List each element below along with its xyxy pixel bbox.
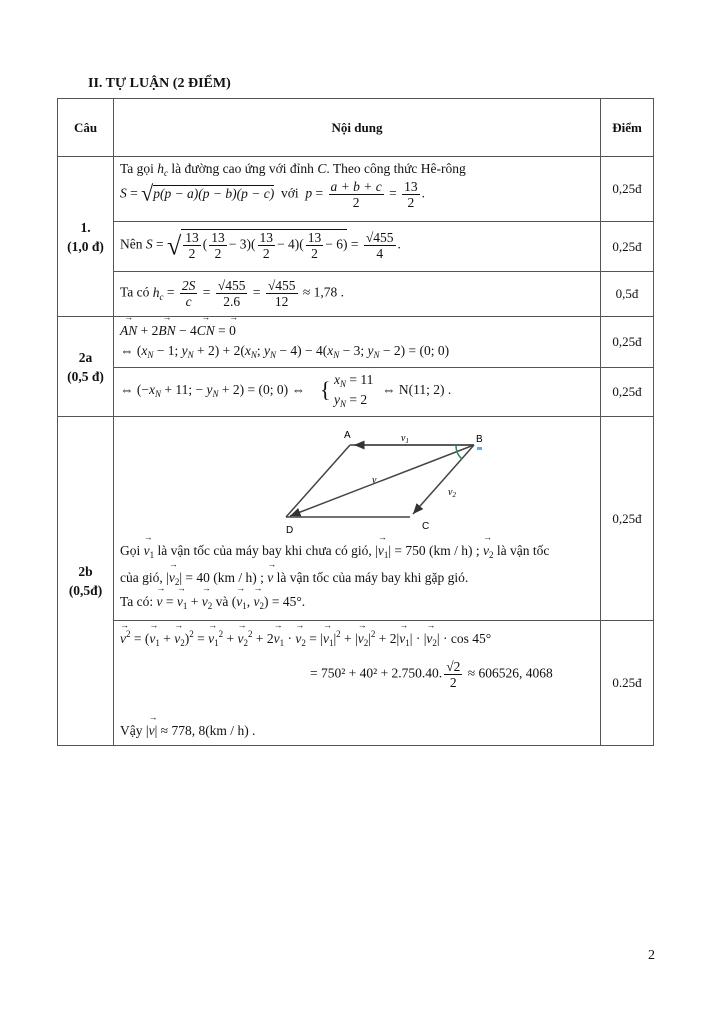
q1-row3-score: 0,5đ [601, 272, 654, 317]
q1-row2-score: 0,25đ [601, 222, 654, 272]
question-1-label: 1. (1,0 đ) [58, 157, 114, 317]
label-v1: $v_1$ [401, 433, 409, 445]
q2b-row2-content: → $v^2$ = (→ $v_1$ + → $v_2)^2$ = → $v_1^2$ + → $v_2^2 + 2\to v_1$ · → $v_2$ = |→ $v_1|^2$ + |→ $v_2|^2 + 2|\to v_1|$ · |→ $v_2| \cdot \cos 45^\circ$ = 750² + 40² + 2.750.40. $\frac{√2}{2}$ ≈ 606526, 4068 Vậy |→ v| ≈ 778, 8(km / h) . [114, 621, 601, 746]
q2b-row1-score: 0,25đ [601, 417, 654, 621]
label-a: A [344, 430, 351, 441]
heron-formula: S = √p(p − a)(p − b)(p − c) với p = $\frac{a + b + c}{2}$ = $\frac{13}{2}$ . [120, 179, 425, 210]
q2a-row2-content: ⇔ ($-x_N + 11$; − $y_N + 2) = (0$; 0) ⇔ { $x_N = 11$ $y_N = 2$ ⇔ N(11; 2) . [114, 368, 601, 417]
table-header-row [58, 99, 654, 157]
table-row [58, 368, 654, 417]
q2a-row2-score: 0,25đ [601, 368, 654, 417]
label-d: D [286, 525, 294, 536]
q2a-row1-content: → AN + 2→ BN − 4→ CN = → 0 ⇔ ($x_N - 1$; $y_N + 2) + 2(x_N$; $y_N - 4) - 4(x_N - 3$; $y_N - 2) = (0$; 0) [114, 317, 601, 368]
header-score: Điểm [601, 99, 654, 157]
point-b-marker [477, 447, 482, 450]
label-b: B [476, 434, 483, 445]
edge-ad [286, 445, 350, 517]
q1-row1-score: 0,25đ [601, 157, 654, 222]
label-v2: $v_2$ [448, 487, 456, 499]
label-c: C [422, 521, 430, 532]
table-row [58, 157, 654, 222]
angle-arc [456, 445, 462, 459]
table-row [58, 272, 654, 317]
table-row [58, 222, 654, 272]
header-question: Câu [58, 99, 114, 157]
section-title: II. TỰ LUẬN (2 ĐIỂM) [88, 76, 231, 91]
page-number: 2 [648, 948, 655, 963]
table-row [58, 317, 654, 368]
question-2b-label: 2b (0,5đ) [58, 417, 114, 746]
label-v: v [372, 475, 377, 486]
answer-table [57, 98, 654, 746]
question-2a-label: 2a (0,5 đ) [58, 317, 114, 417]
q1-row2-content: Nên S = √ $\frac{13}{2}$ ( $\frac{13}{2}$ − 3)( $\frac{13}{2}$ − 4)( $\frac{13}{2}$ − 6) = $\frac{√455}{4}$ . [114, 222, 601, 272]
vector-v2 [413, 445, 474, 514]
q2a-row1-score: 0,25đ [601, 317, 654, 368]
table-row [58, 621, 654, 746]
parallelogram-figure [114, 421, 600, 541]
q2b-row2-score: 0.25đ [601, 621, 654, 746]
table-row [58, 417, 654, 621]
q1-row1-content: Ta gọi $h_c$ là đường cao ứng với đỉnh C. Theo công thức Hê-rông S = √p(p − a)(p − b)(p − c) với p = $\frac{a + b + c}{2}$ = $\frac{13}{2}$ . [114, 157, 601, 222]
q2b-row1-content: A B C D $v_1$ v $v_2$ Gọi → $v_1$ là vận tốc của máy bay khi chưa có gió, |→ $v_1| = 750$ (km / h) ; → $v_2$ là vận tốc của gió, |→ $v_2| = 40$ (km / h) ; → v là vận tốc của máy bay khi gặp gió. Ta có: → v = → $v_1$ + → $v_2$ và (→ $v_1$, → $v_2) = 45^\circ$. [114, 417, 601, 621]
header-content: Nội dung [114, 99, 601, 157]
q1-row3-content: Ta có $h_c$ = $\frac{2S}{c}$ = $\frac{√455}{2.6}$ = $\frac{√455}{12}$ ≈ 1,78 . [114, 272, 601, 317]
